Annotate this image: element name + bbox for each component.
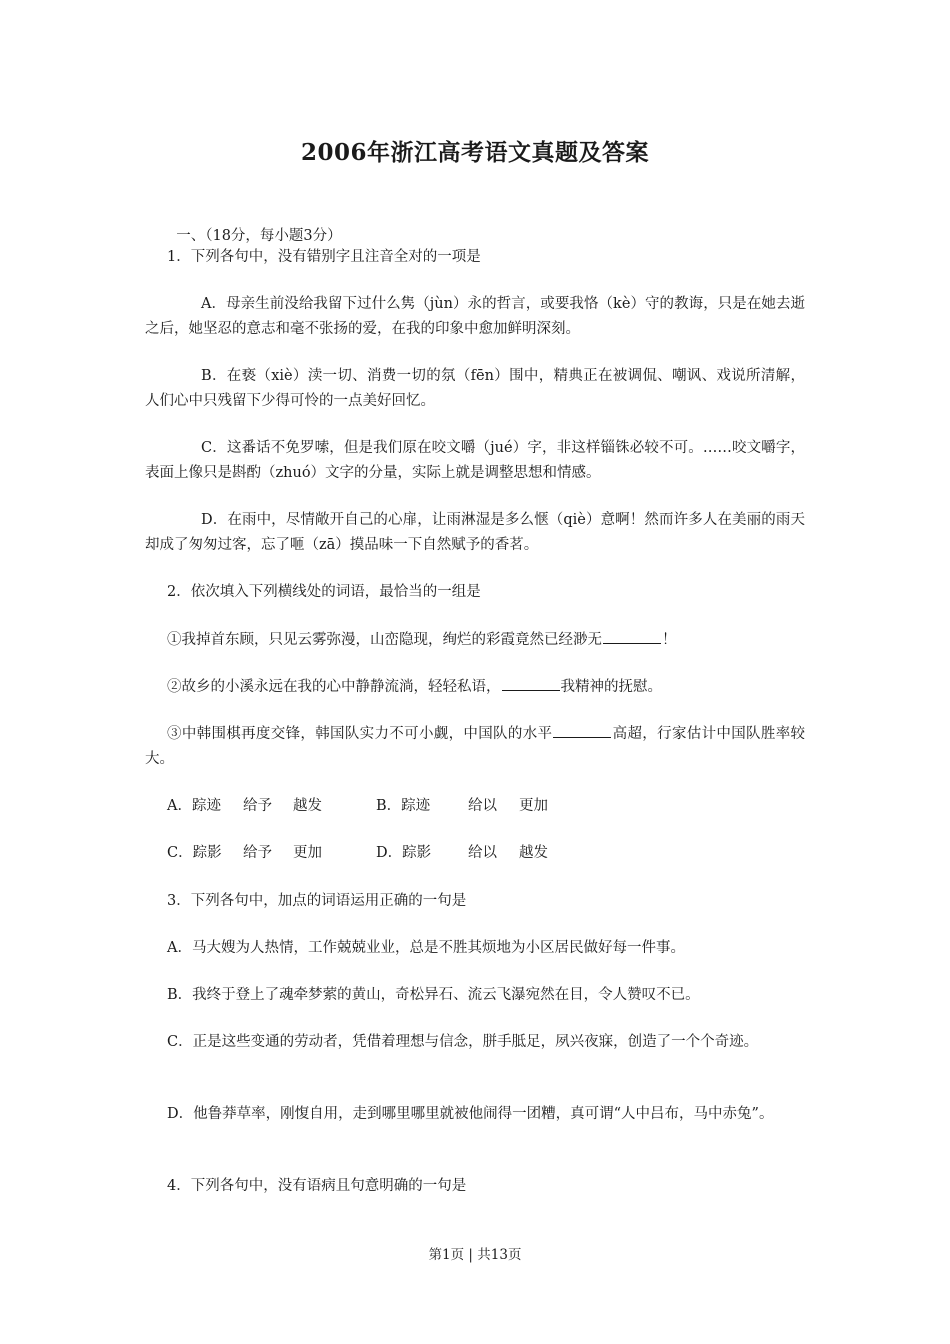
question-1-option-a: A．母亲生前没给我留下过什么隽（jùn）永的哲言，或要我恪（kè）守的教诲，只是在她去逝之后，她坚忍的意志和毫不张扬的爱，在我的印象中愈加鲜明深刻。: [145, 296, 805, 337]
question-2-stem: 2．依次填入下列横线处的词语，最恰当的一组是: [167, 584, 481, 600]
page-footer: 第1页 | 共13页: [428, 1247, 522, 1263]
option-c-word-3: 更加: [293, 845, 322, 861]
option-b-word-2: 给以: [468, 798, 497, 814]
sentence-3-end: 高超，行家估计中国队胜率较大。: [145, 726, 806, 767]
option-d-word-2: 给以: [468, 845, 497, 861]
option-d-word-3: 越发: [519, 845, 548, 861]
section-heading: [145, 199, 805, 249]
question-1-option-c: C．这番话不免罗嗦，但是我们原在咬文嚼（jué）字，非这样锱铢必较不可。……咬文嚼字，表面上像只是斟酌（zhuó）文字的分量，实际上就是调整思想和情感。: [145, 440, 805, 481]
option-b-word-3: 更加: [519, 798, 548, 814]
fill-blank: [553, 723, 611, 738]
option-a-word-2: 给予: [243, 798, 272, 814]
question-4-stem: 4．下列各句中，没有语病且句意明确的一句是: [167, 1178, 467, 1194]
fill-blank: [603, 629, 661, 644]
option-c-word-1: C．踪影: [167, 845, 222, 861]
option-c-word-2: 给予: [243, 845, 272, 861]
sentence-2-end: 我精神的抚慰。: [560, 679, 662, 695]
question-3-option-c: C．正是这些变通的劳动者，凭借着理想与信念，胼手胝足，夙兴夜寐，创造了一个个奇迹。: [167, 1034, 759, 1050]
sentence-1-text: ①我掉首东顾，只见云雾弥漫，山峦隐现，绚烂的彩霞竟然已经渺无: [167, 632, 602, 648]
option-d-word-1: D．踪影: [376, 845, 432, 861]
question-1-stem: 1．下列各句中，没有错别字且注音全对的一项是: [167, 249, 481, 265]
option-a-word-1: A．踪迹: [167, 798, 221, 814]
option-a-word-3: 越发: [293, 798, 322, 814]
question-1-option-d: D．在雨中，尽情敞开自己的心扉，让雨淋湿是多么惬（qiè）意啊！然而许多人在美丽的雨天却成了匆匆过客，忘了咂（zā）摸品味一下自然赋予的香茗。: [145, 512, 805, 553]
sentence-3-text: ③中韩围棋再度交锋，韩国队实力不可小觑，中国队的水平: [167, 726, 553, 742]
sentence-2-text: ②故乡的小溪永远在我的心中静静流淌，轻轻私语，: [167, 679, 501, 695]
question-3-option-d: D．他鲁莽草率，刚愎自用，走到哪里哪里就被他闹得一团糟，真可谓“人中吕布，马中赤兔”。: [167, 1106, 774, 1122]
question-2-sentence-2: [145, 675, 805, 700]
question-3-option-b: B．我终于登上了魂牵梦萦的黄山，奇松异石、流云飞瀑宛然在目，令人赞叹不已。: [167, 987, 700, 1003]
question-3-stem: 3．下列各句中，加点的词语运用正确的一句是: [167, 893, 467, 909]
page-title: 2006年浙江高考语文真题及答案: [300, 139, 649, 166]
section-heading-text: 一、（18分，每小题3分）: [176, 228, 342, 244]
fill-blank: [502, 676, 560, 691]
question-2-sentence-3: [145, 722, 805, 772]
question-2-sentence-1: [145, 628, 805, 653]
question-1-option-b: B．在亵（xiè）渎一切、消费一切的氛（fēn）围中，精典正在被调侃、嘲讽、戏说所清解，人们心中只残留下少得可怜的一点美好回忆。: [145, 368, 805, 409]
sentence-1-end: ！: [662, 632, 677, 648]
option-b-word-1: B．踪迹: [376, 798, 431, 814]
question-3-option-a: A．马大嫂为人热情，工作兢兢业业，总是不胜其烦地为小区居民做好每一件事。: [167, 940, 685, 956]
